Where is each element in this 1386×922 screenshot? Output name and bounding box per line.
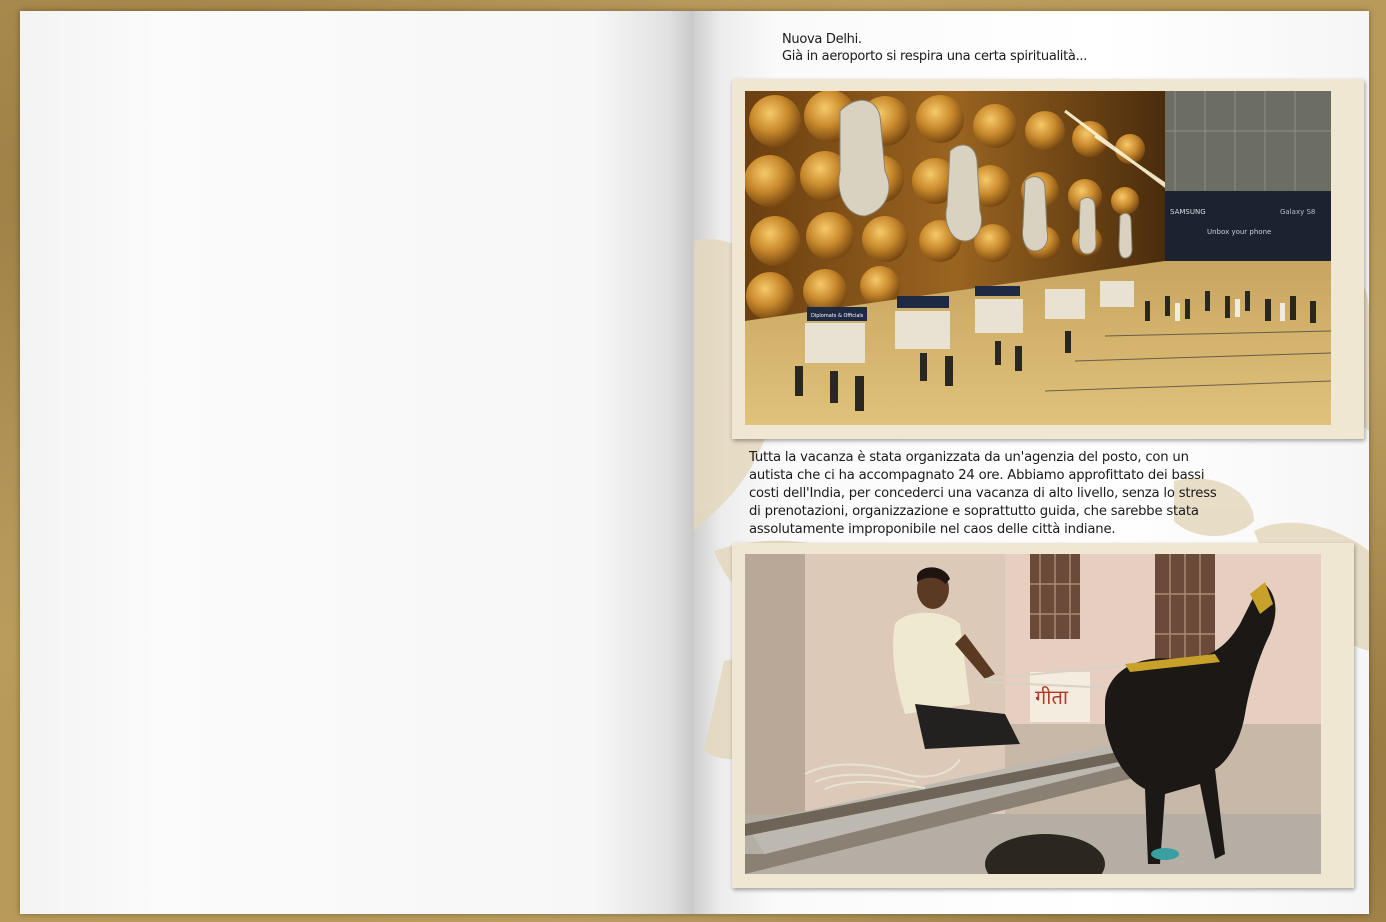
body-line-2: autista che ci ha accompagnato 24 ore. Abbiamo approfittato dei bassi <box>749 468 1205 483</box>
caption-line-2: Già in aeroporto si respira una certa spiritualità... <box>782 49 1088 64</box>
body-line-5: assolutamente improponibile nel caos delle città indiane. <box>749 522 1116 537</box>
right-page <box>694 11 1369 914</box>
body-line-3: costi dell'India, per concederci una vacanza di alto livello, senza lo stress <box>749 486 1217 501</box>
billboard-brand: SAMSUNG <box>1170 208 1206 216</box>
photo-airport-checkin <box>745 91 1331 425</box>
wall-sign: गीता <box>1035 685 1069 709</box>
billboard-slogan: Unbox your phone <box>1207 228 1272 236</box>
travel-description <box>749 449 1319 539</box>
body-line-1: Tutta la vacanza è stata organizzata da un'agenzia del posto, con un <box>749 450 1189 465</box>
photo-horse-cart <box>745 554 1321 874</box>
checkin-sign: Diplomats & Officials <box>811 313 864 319</box>
billboard-model: Galaxy S8 <box>1280 208 1316 216</box>
page-caption <box>782 31 1342 65</box>
caption-line-1: Nuova Delhi. <box>782 32 862 47</box>
photo-book <box>20 11 1369 914</box>
body-line-4: di prenotazioni, organizzazione e soprattutto guida, che sarebbe stata <box>749 504 1199 519</box>
left-page-blank <box>20 11 694 914</box>
